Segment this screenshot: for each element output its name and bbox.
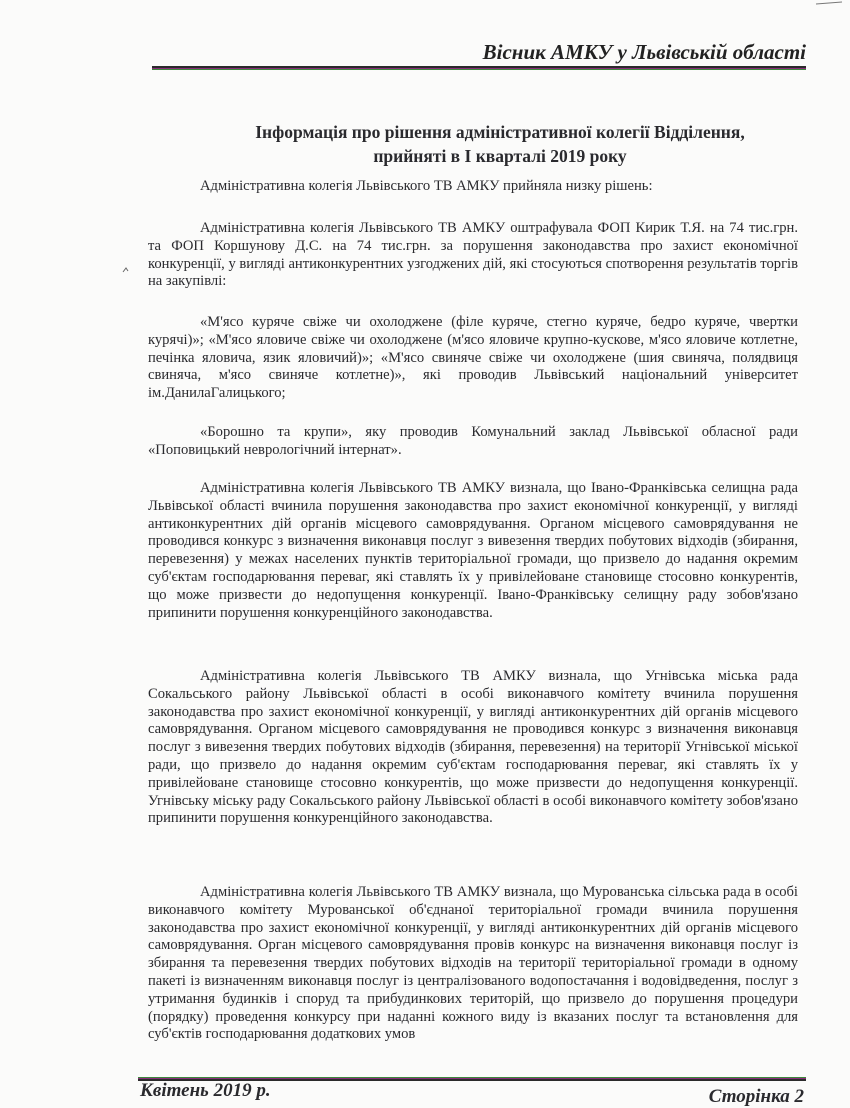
paragraph-intro: Адміністративна колегія Львівського ТВ АМКУ прийняла низку рішень:: [200, 178, 653, 194]
paragraph-murovanska: Адміністративна колегія Львівського ТВ АМКУ визнала, що Мурованська сільська рада в особі виконавчого комітету Мурованської об'єднаної територіальної громади вчинила порушення законодавства про захист економічної конкуренції, у вигляді антиконкурентних дій органів місцевого самоврядування. Орган місцевого самоврядування провів конкурс на визначення виконавця послуг із збирання та перевезення твердих побутових відходів на території територіальної громади в одному пакеті із визначенням виконавця послуг із централізованого водопостачання і водовідведення, послуг з утримання будинків і споруд та прибудинкових територій, що призвело до порушення процедури (порядку) проведення конкурсу при наданні кожного виду із вказаних послуг та встановлення для суб'єктів господарювання додаткових умов: [148, 884, 798, 1043]
footer-page-number: Сторінка 2: [708, 1086, 804, 1107]
scan-artifact-mark: [814, 0, 844, 14]
margin-mark: [122, 266, 130, 274]
document-title-line-1: Інформація про рішення адміністративної колегії Відділення,: [255, 122, 745, 142]
bulletin-header-title: Вісник АМКУ у Львівській області: [482, 40, 806, 64]
paragraph-tender-flour: «Борошно та крупи», яку проводив Комунальний заклад Львівської обласної ради «Поповицький неврологічний інтернат».: [148, 424, 798, 458]
document-title: [200, 120, 800, 168]
paragraph-ivano-frankivska: Адміністративна колегія Львівського ТВ АМКУ визнала, що Івано-Франківська селищна рада Львівської області вчинила порушення законодавства про захист економічної конкуренції, у вигляді антиконкурентних дій органів місцевого самоврядування. Органом місцевого самоврядування не проводився конкурс з визначення виконавця послуг з вивезення твердих побутових відходів (збирання, перевезення) у межах населених пунктів територіальної громади, що призвело до надання окремим суб'єктам господарювання переваг, які ставлять їх у привілейоване становище стосовно конкурентів, що може призвести до недопущення конкуренції. Івано-Франківську селищну раду зобов'язано припинити порушення конкуренційного законодавства.: [148, 480, 798, 621]
paragraph-fine: Адміністративна колегія Львівського ТВ АМКУ оштрафувала ФОП Кирик Т.Я. на 74 тис.грн. та ФОП Коршунову Д.С. на 74 тис.грн. за порушення законодавства про захист економічної конкуренції, у вигляді антиконкурентних узгоджених дій, які стосуються спотворення результатів торгів на закупівлі:: [148, 220, 798, 290]
paragraph-tender-meat: «М'ясо куряче свіже чи охолоджене (філе куряче, стегно куряче, бедро куряче, чвертки курячі)»; «М'ясо яловиче свіже чи охолоджене (м'ясо яловиче крупно-кускове, м'ясо яловиче котлетне, печінка яловича, язик яловичий)»; «М'ясо свиняче свіже чи охолоджене (шия свиняча, полядвиця свиняча, м'ясо свиняче котлетне)», які проводив Львівський національний університет ім.ДанилаГалицького;: [148, 314, 798, 402]
header-rule: [152, 66, 806, 70]
paragraph-uhnivska: Адміністративна колегія Львівського ТВ АМКУ визнала, що Угнівська міська рада Сокальського району Львівської області в особі виконавчого комітету вчинила порушення законодавства про захист економічної конкуренції, у вигляді антиконкурентних дій органів місцевого самоврядування. Органом місцевого самоврядування не проводився конкурс з визначення виконавця послуг з вивезення твердих побутових відходів (збирання, перевезення) на території Угнівської міської ради, що призвело до надання окремим суб'єктам господарювання переваг, які ставлять їх у привілейоване становище стосовно конкурентів, що може призвести до недопущення конкуренції. Угнівську міську раду Сокальського району Львівської області в особі виконавчого комітету зобов'язано припинити порушення конкуренційного законодавства.: [148, 668, 798, 827]
footer-date: Квітень 2019 р.: [140, 1080, 271, 1101]
document-title-line-2: прийняті в І кварталі 2019 року: [373, 146, 627, 166]
